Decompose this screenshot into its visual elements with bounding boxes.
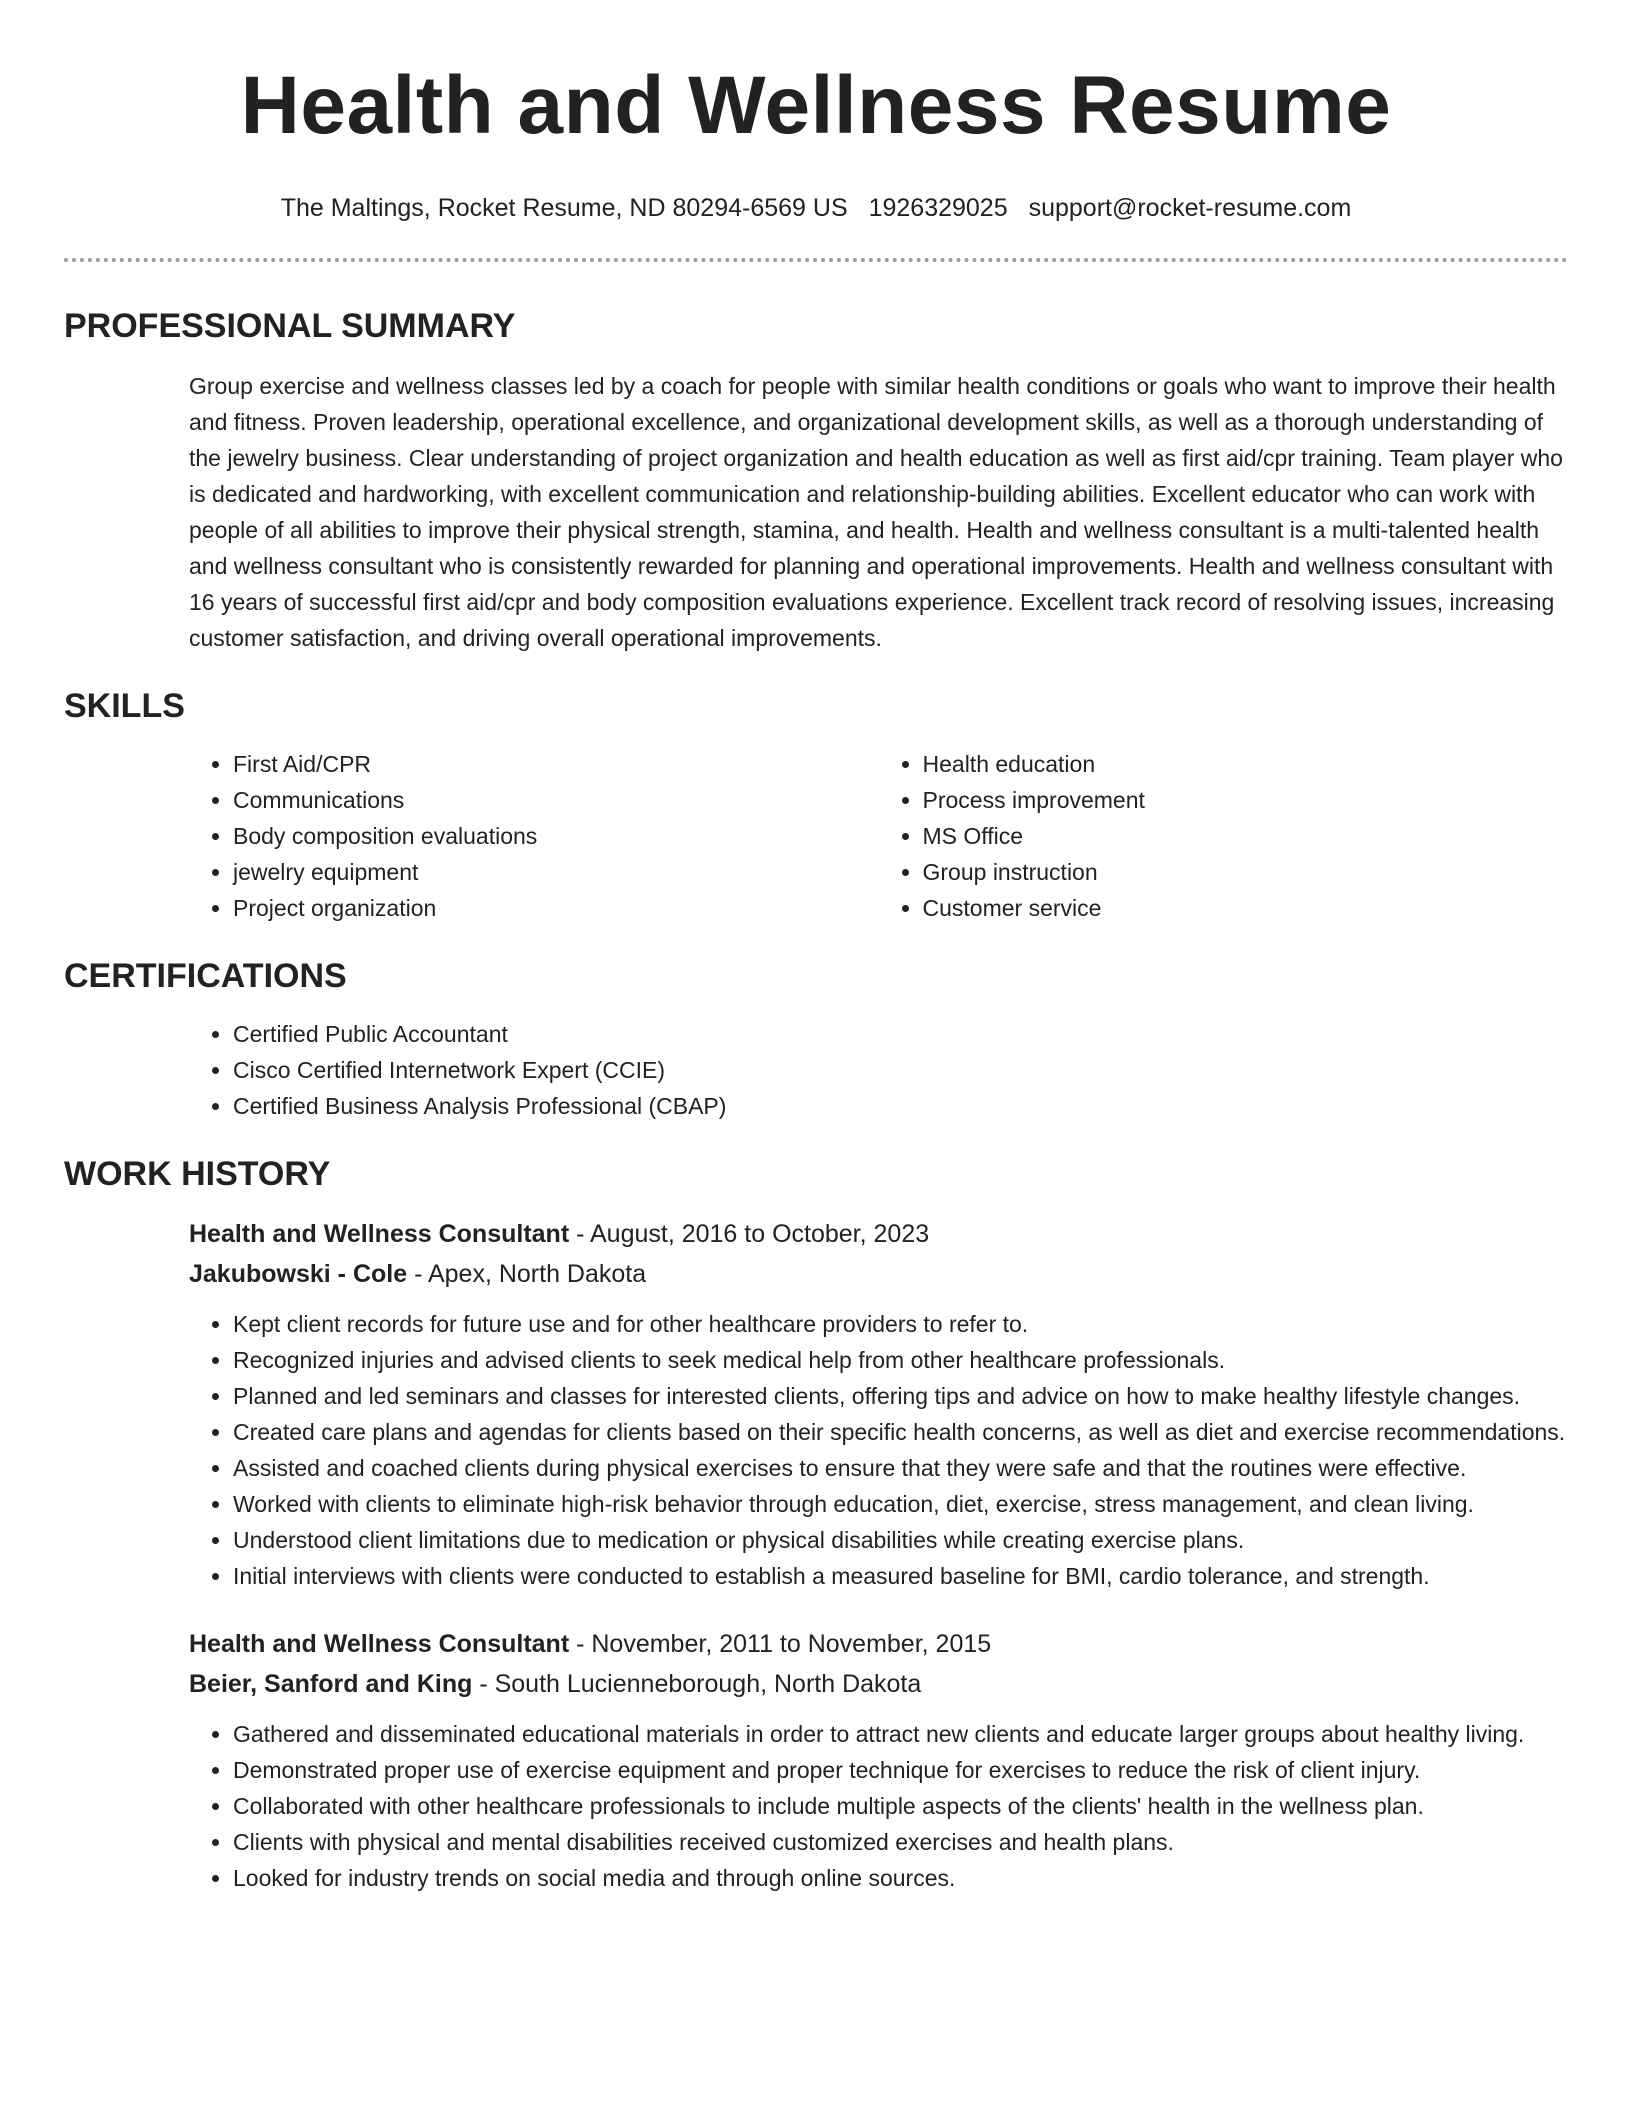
work-history-heading: WORK HISTORY	[64, 1155, 331, 1193]
job-location: Apex, North Dakota	[427, 1260, 647, 1288]
contact-email: support@rocket-resume.com	[1028, 194, 1352, 222]
list-item: • Certified Public Accountant	[233, 1016, 1568, 1052]
job-dates: August, 2016 to October, 2023	[590, 1220, 930, 1248]
certifications-heading: CERTIFICATIONS	[64, 957, 347, 995]
skills-list-right	[879, 746, 1569, 926]
list-item: • Recognized injuries and advised clients to seek medical help from other healthcare professionals.	[233, 1342, 1568, 1378]
job-company-line: Beier, Sanford and King - South Lucienneborough, North Dakota	[189, 1670, 922, 1698]
job-bullets	[189, 1306, 1568, 1594]
resume-title: Health and Wellness Resume	[240, 60, 1392, 151]
certifications-list	[189, 1016, 1568, 1124]
job-role: Health and Wellness Consultant	[189, 1630, 570, 1658]
list-item: • Understood client limitations due to medication or physical disabilities while creating exercise plans.	[233, 1522, 1568, 1558]
skills-grid	[189, 746, 1568, 926]
list-item: • Looked for industry trends on social media and through online sources.	[233, 1860, 1568, 1896]
job-entry	[64, 1624, 1568, 1896]
list-item: • Clients with physical and mental disabilities received customized exercises and health plans.	[233, 1824, 1568, 1860]
list-item: • Collaborated with other healthcare professionals to include multiple aspects of the clients' health in the wellness plan.	[233, 1788, 1568, 1824]
job-company: Jakubowski - Cole	[189, 1260, 408, 1288]
list-item: • Planned and led seminars and classes for interested clients, offering tips and advice on how to make healthy lifestyle changes.	[233, 1378, 1568, 1414]
list-item: • Health education	[923, 746, 1569, 782]
certifications-section	[64, 956, 1568, 1124]
list-item: • Project organization	[233, 890, 879, 926]
summary-text: Group exercise and wellness classes led by a coach for people with similar health conditions or goals who want to improve their health and fitness. Proven leadership, operational excellence, and organizational development skills, as well as a thorough understanding of the jewelry business. Clear understanding of project organization and health education as well as first aid/cpr training. Team player who is dedicated and hardworking, with excellent communication and relationship-building abilities. Excellent educator who can work with people of all abilities to improve their physical strength, stamina, and health. Health and wellness consultant is a multi-talented health and wellness consultant who is consistently rewarded for planning and operational improvements. Health and wellness consultant with 16 years of successful first aid/cpr and body composition evaluations experience. Excellent track record of resolving issues, increasing customer satisfaction, and driving overall operational improvements.	[189, 373, 1563, 651]
skills-list-left	[189, 746, 879, 926]
list-item: • Process improvement	[923, 782, 1569, 818]
skills-heading: SKILLS	[64, 687, 185, 725]
resume-header	[64, 0, 1568, 223]
list-item: • Gathered and disseminated educational materials in order to attract new clients and educate larger groups about healthy living.	[233, 1716, 1568, 1752]
work-history-section	[64, 1154, 1568, 1896]
list-item: • Certified Business Analysis Professional (CBAP)	[233, 1088, 1568, 1124]
list-item: • jewelry equipment	[233, 854, 879, 890]
list-item: • MS Office	[923, 818, 1569, 854]
list-item: • Worked with clients to eliminate high-risk behavior through education, diet, exercise, stress management, and clean living.	[233, 1486, 1568, 1522]
contact-phone: 1926329025	[868, 194, 1008, 222]
job-entry	[64, 1214, 1568, 1594]
job-location: South Lucienneborough, North Dakota	[494, 1670, 922, 1698]
job-company-line: Jakubowski - Cole - Apex, North Dakota	[189, 1260, 647, 1288]
job-dates: November, 2011 to November, 2015	[591, 1630, 992, 1658]
job-role: Health and Wellness Consultant	[189, 1220, 570, 1248]
list-item: • Demonstrated proper use of exercise equipment and proper technique for exercises to reduce the risk of client injury.	[233, 1752, 1568, 1788]
list-item: • Communications	[233, 782, 879, 818]
contact-address: The Maltings, Rocket Resume, ND 80294-6569 US	[280, 194, 848, 222]
list-item: • Kept client records for future use and for other healthcare providers to refer to.	[233, 1306, 1568, 1342]
contact-line	[64, 193, 1568, 223]
header-divider	[64, 258, 1568, 262]
list-item: • Group instruction	[923, 854, 1569, 890]
job-company: Beier, Sanford and King	[189, 1670, 473, 1698]
job-title-line: Health and Wellness Consultant - August, 2016 to October, 2023	[189, 1220, 930, 1248]
job-title-line: Health and Wellness Consultant - November, 2011 to November, 2015	[189, 1630, 992, 1658]
list-item: • First Aid/CPR	[233, 746, 879, 782]
list-item: • Body composition evaluations	[233, 818, 879, 854]
list-item: • Created care plans and agendas for clients based on their specific health concerns, as well as diet and exercise recommendations.	[233, 1414, 1568, 1450]
summary-heading: PROFESSIONAL SUMMARY	[64, 307, 516, 345]
list-item: • Customer service	[923, 890, 1569, 926]
list-item: • Initial interviews with clients were conducted to establish a measured baseline for BMI, cardio tolerance, and strength.	[233, 1558, 1568, 1594]
skills-section	[64, 686, 1568, 926]
job-bullets	[189, 1716, 1568, 1896]
summary-section	[64, 306, 1568, 656]
list-item: • Cisco Certified Internetwork Expert (CCIE)	[233, 1052, 1568, 1088]
list-item: • Assisted and coached clients during physical exercises to ensure that they were safe and that the routines were effective.	[233, 1450, 1568, 1486]
